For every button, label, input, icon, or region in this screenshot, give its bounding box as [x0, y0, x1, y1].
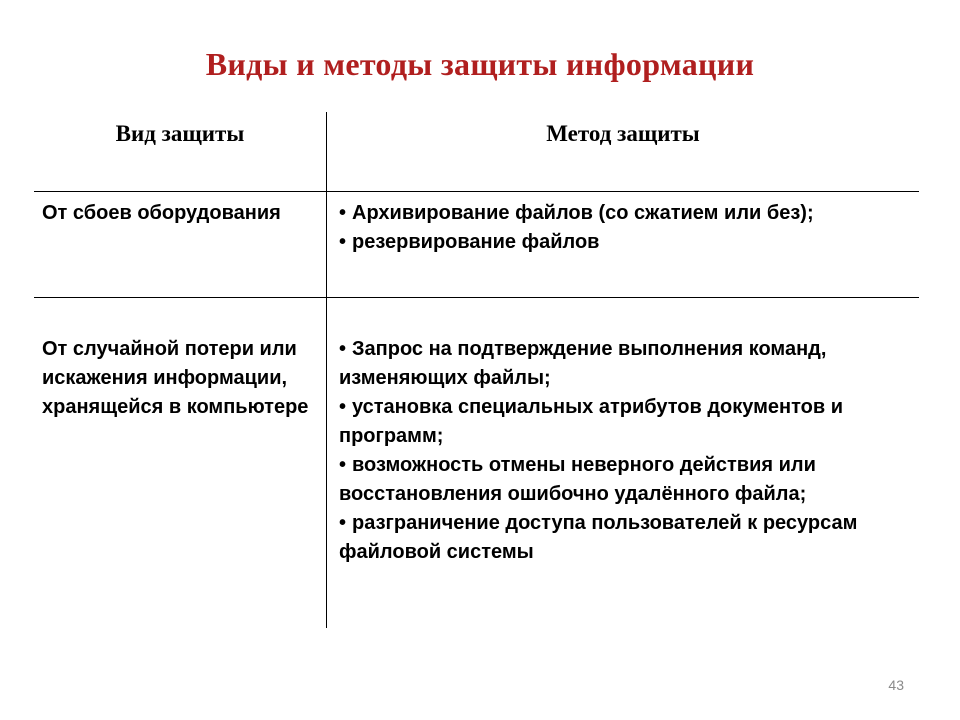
column-header-type: Вид защиты [115, 121, 245, 146]
page-number: 43 [888, 677, 904, 693]
method-text: установка специальных атрибутов документов и программ; [339, 396, 844, 447]
method-item [339, 393, 914, 451]
row-1-methods [339, 199, 914, 257]
method-item [339, 335, 914, 393]
bullet-icon: • [339, 396, 347, 418]
slide-title: Виды и методы защиты информации [205, 46, 755, 82]
column-divider [326, 112, 327, 628]
method-text: возможность отмены неверного действия или восстановления ошибочно удалённого файла; [339, 454, 816, 505]
row-2-protection-type: От случайной потери или искажения информации, хранящейся в компьютере [42, 338, 309, 418]
row-2-methods [339, 335, 914, 567]
method-text: резервирование файлов [352, 231, 600, 253]
bullet-icon: • [339, 231, 347, 253]
bullet-icon: • [339, 454, 347, 476]
method-item [339, 199, 914, 228]
method-text: разграничение доступа пользователей к ресурсам файловой системы [339, 512, 858, 563]
row-1-protection-type: От сбоев оборудования [42, 202, 281, 224]
bullet-icon: • [339, 202, 347, 224]
method-item [339, 228, 914, 257]
column-header-method: Метод защиты [546, 121, 700, 146]
method-item [339, 509, 914, 567]
method-text: Архивирование файлов (со сжатием или без); [352, 202, 814, 224]
method-item [339, 451, 914, 509]
bullet-icon: • [339, 338, 347, 360]
header-rule [34, 191, 919, 192]
method-text: Запрос на подтверждение выполнения команд, изменяющих файлы; [339, 338, 827, 389]
bullet-icon: • [339, 512, 347, 534]
row-rule [34, 297, 919, 298]
